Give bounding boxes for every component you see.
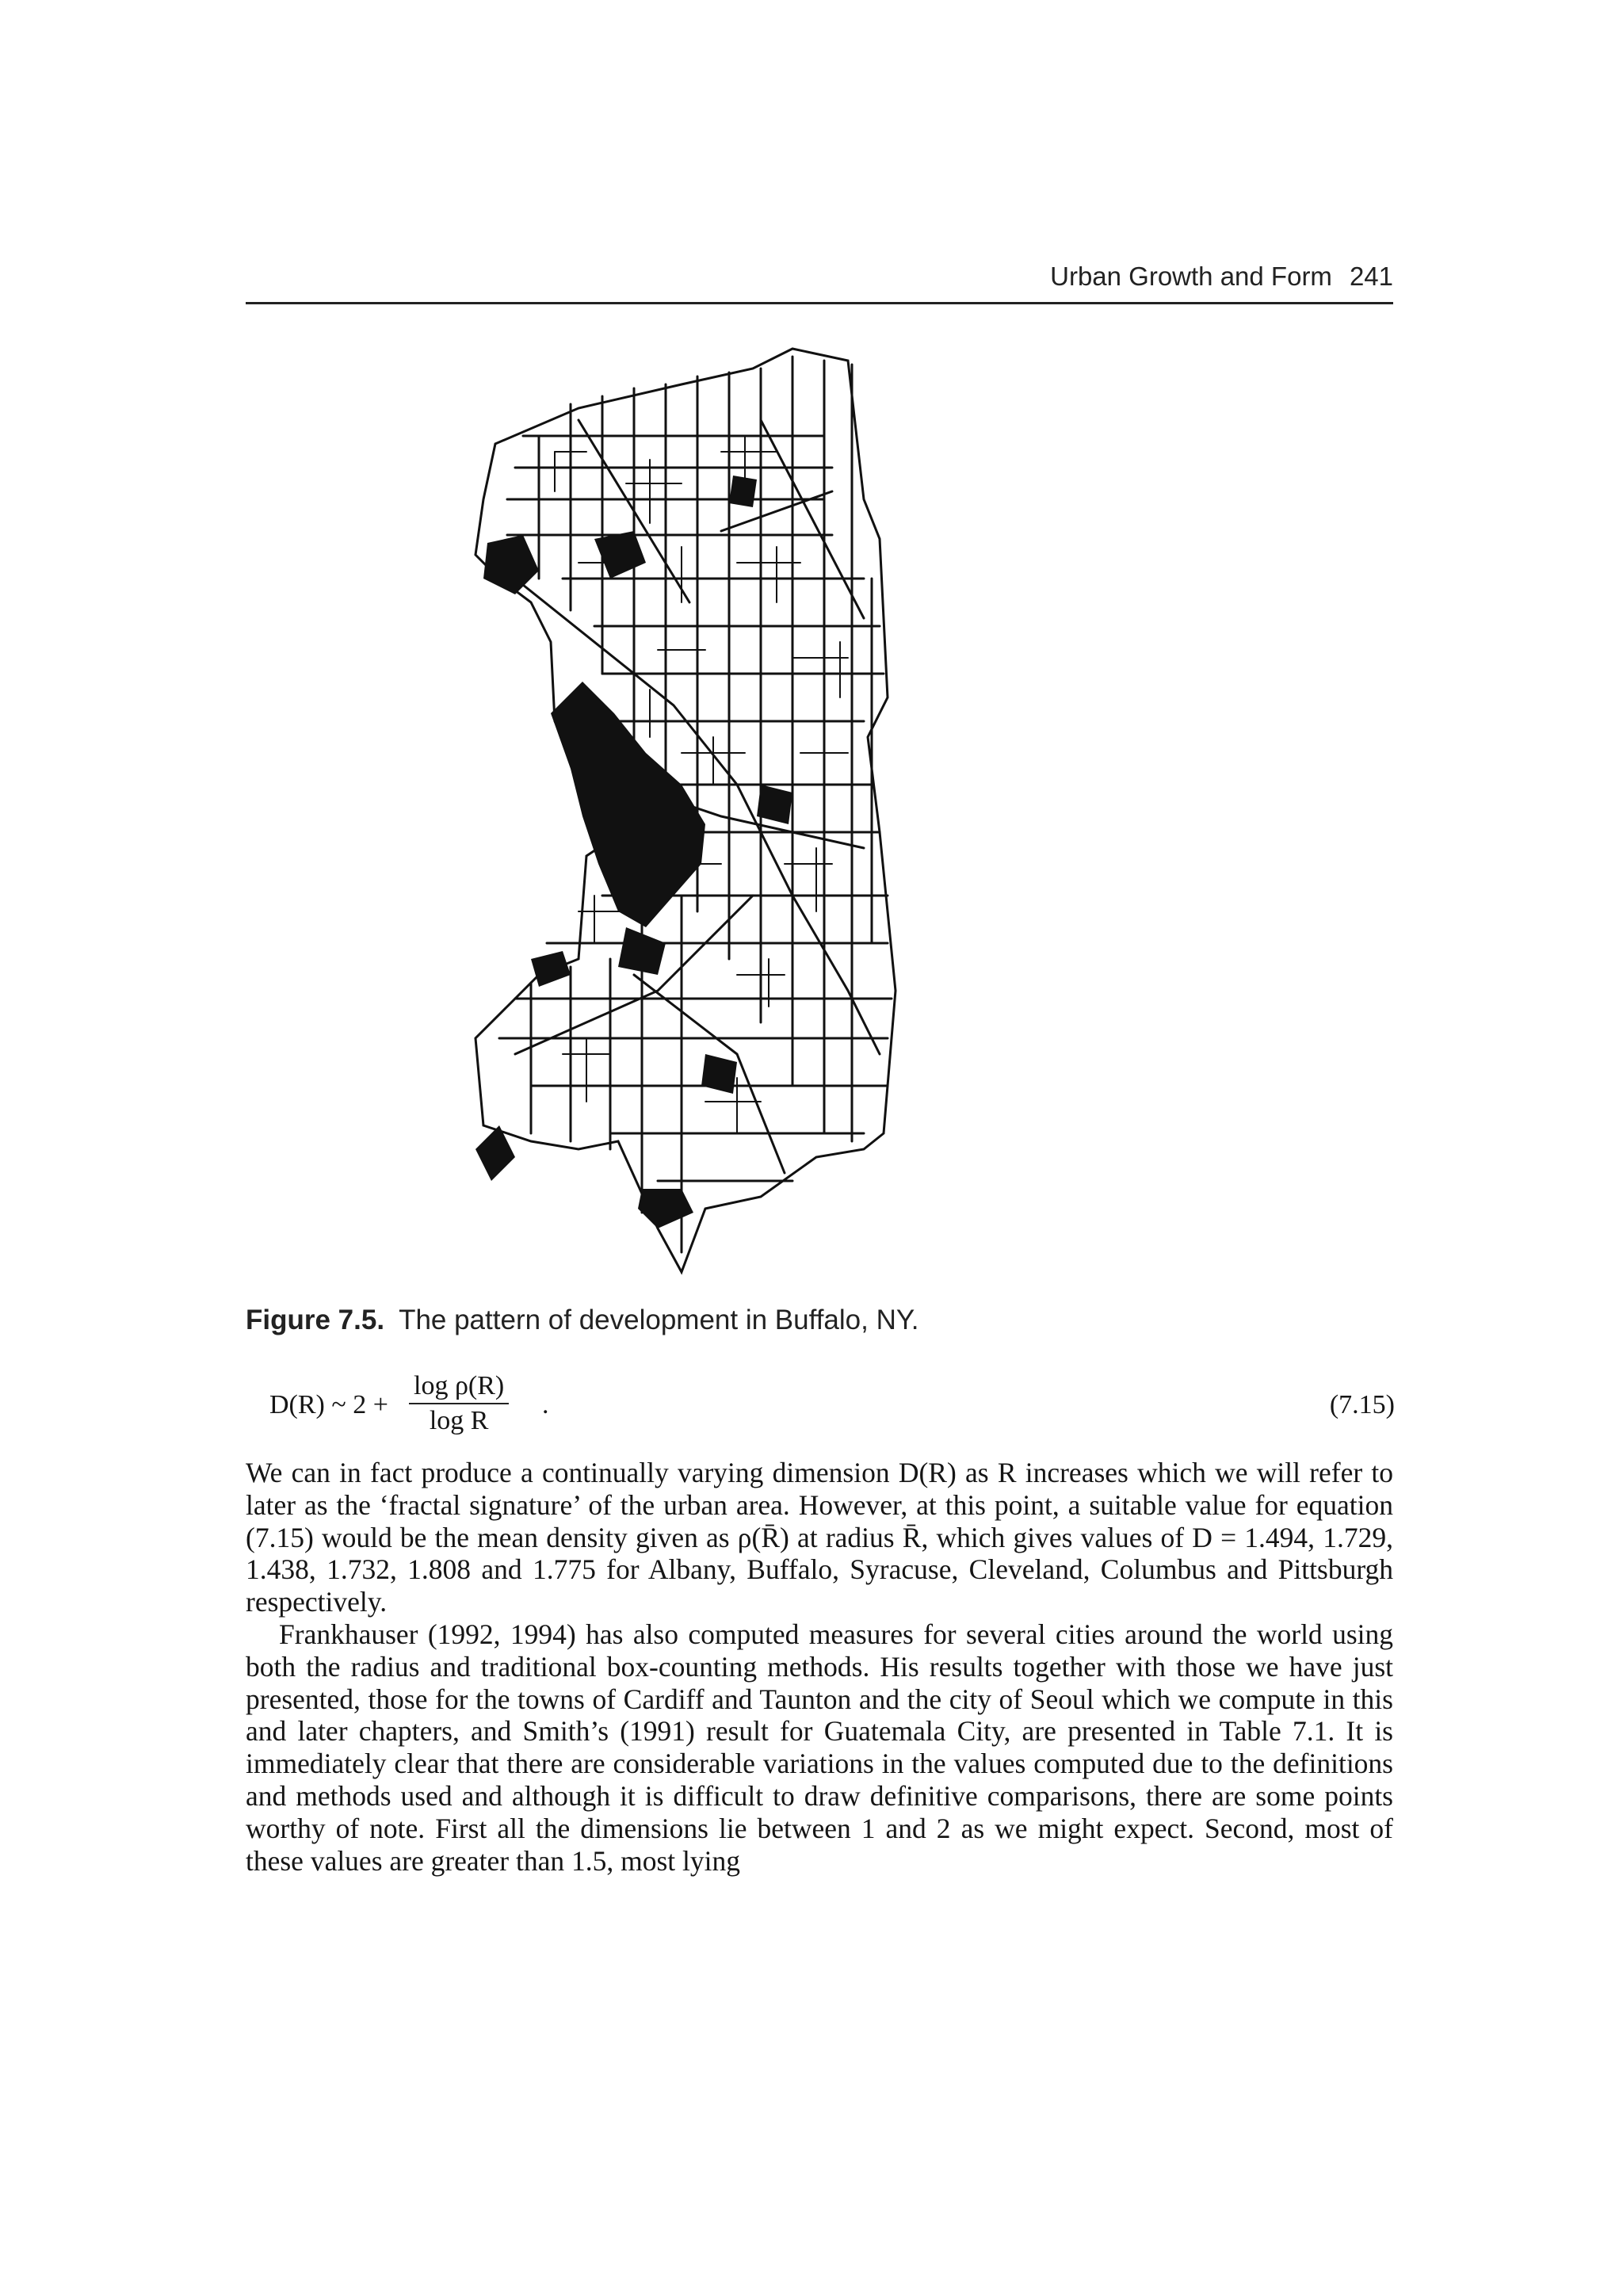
running-header bbox=[246, 262, 1393, 301]
figure-caption bbox=[246, 1305, 1393, 1336]
header-rule bbox=[246, 302, 1393, 304]
equation-numerator: log ρ(R) bbox=[409, 1371, 509, 1404]
paragraph: We can in fact produce a continually varying dimension D(R) as R increases which we will refer to later as the ‘fractal signature’ of the urban area. However, at this point, a suitable value for equation (7.15) would be the mean density given as ρ(R̄) at radius R̄, which gives values of D = 1.494, 1.729, 1.438, 1.732, 1.808 and 1.775 for Albany, Buffalo, Syracuse, Cleveland, Columbus and Pittsburgh respectively. bbox=[246, 1457, 1393, 1618]
equation-lhs: D(R) ~ 2 + bbox=[269, 1390, 388, 1419]
equation-fraction bbox=[409, 1371, 509, 1436]
equation-period: . bbox=[542, 1390, 549, 1419]
urban-core-cluster bbox=[551, 682, 705, 927]
equation-number: (7.15) bbox=[1329, 1390, 1395, 1419]
equation-denominator: log R bbox=[429, 1406, 489, 1435]
figure-caption-text: The pattern of development in Buffalo, NY. bbox=[399, 1305, 919, 1335]
paragraph: Frankhauser (1992, 1994) has also computed measures for several cities around the world using both the radius and traditional box-counting methods. His results together with those we have just presented, those for the towns of Cardiff and Taunton and the city of Seoul which we compute in this and later chapters, and Smith’s (1991) result for Guatemala City, are presented in Table 7.1. It is immediately clear that there are considerable variations in the values computed due to the definitions and methods used and although it is difficult to draw definitive comparisons, there are some points worthy of note. First all the dimensions lie between 1 and 2 as we might expect. Second, most of these values are greater than 1.5, most lying bbox=[246, 1618, 1393, 1877]
figure-label: Figure 7.5. bbox=[246, 1305, 385, 1335]
running-title: Urban Growth and Form bbox=[1050, 262, 1332, 291]
body-text bbox=[246, 1457, 1393, 1877]
equation-7-15 bbox=[269, 1371, 1395, 1442]
page-number: 241 bbox=[1349, 262, 1393, 291]
buffalo-development-map bbox=[420, 341, 983, 1292]
